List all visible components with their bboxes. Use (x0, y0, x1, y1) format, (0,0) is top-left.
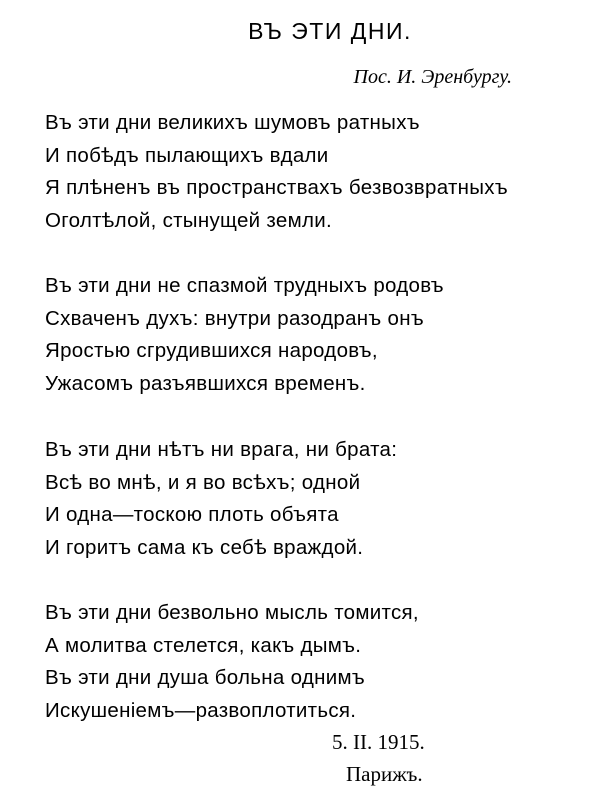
poem-date: 5. II. 1915. (332, 730, 425, 754)
poem-place: Парижъ. (346, 762, 423, 786)
poem-line: Я плѣненъ въ пространствахъ безвозвратныхъ (45, 176, 508, 199)
poem-line: Въ эти дни нѣтъ ни врага, ни брата: (45, 438, 398, 461)
poem-line: Въ эти дни не спазмой трудныхъ родовъ (45, 274, 444, 297)
stanza-3 (45, 434, 565, 564)
poem-line: Схваченъ духъ: внутри разодранъ онъ (45, 306, 424, 330)
poem-dedication: Пос. И. Эренбургу. (353, 66, 512, 88)
stanza-2 (45, 270, 565, 400)
poem-line: И побѣдъ пылающихъ вдали (45, 143, 329, 167)
stanza-1 (45, 107, 565, 237)
poem-line: Въ эти дни безвольно мысль томится, (45, 601, 419, 624)
stanza-4 (45, 597, 565, 727)
poem-line: Яростью сгрудившихся народовъ, (45, 339, 378, 362)
poem-line: И горитъ сама къ себѣ враждой. (45, 535, 364, 559)
poem-line: А молитва стелется, какъ дымъ. (45, 633, 362, 657)
poem-title: ВЪ ЭТИ ДНИ. (248, 18, 412, 44)
poem-line: Въ эти дни душа больна однимъ (45, 666, 365, 689)
poem-line: Оголтѣлой, стынущей земли. (45, 208, 332, 232)
poem-line: Въ эти дни великихъ шумовъ ратныхъ (45, 111, 420, 134)
poem-line: Ужасомъ разъявшихся временъ. (45, 371, 366, 395)
poem-line: Всѣ во мнѣ, и я во всѣхъ; одной (45, 470, 361, 494)
poem-line: И одна—тоскою плоть объята (45, 503, 339, 526)
poem-line: Искушеніемъ—развоплотиться. (45, 698, 357, 722)
